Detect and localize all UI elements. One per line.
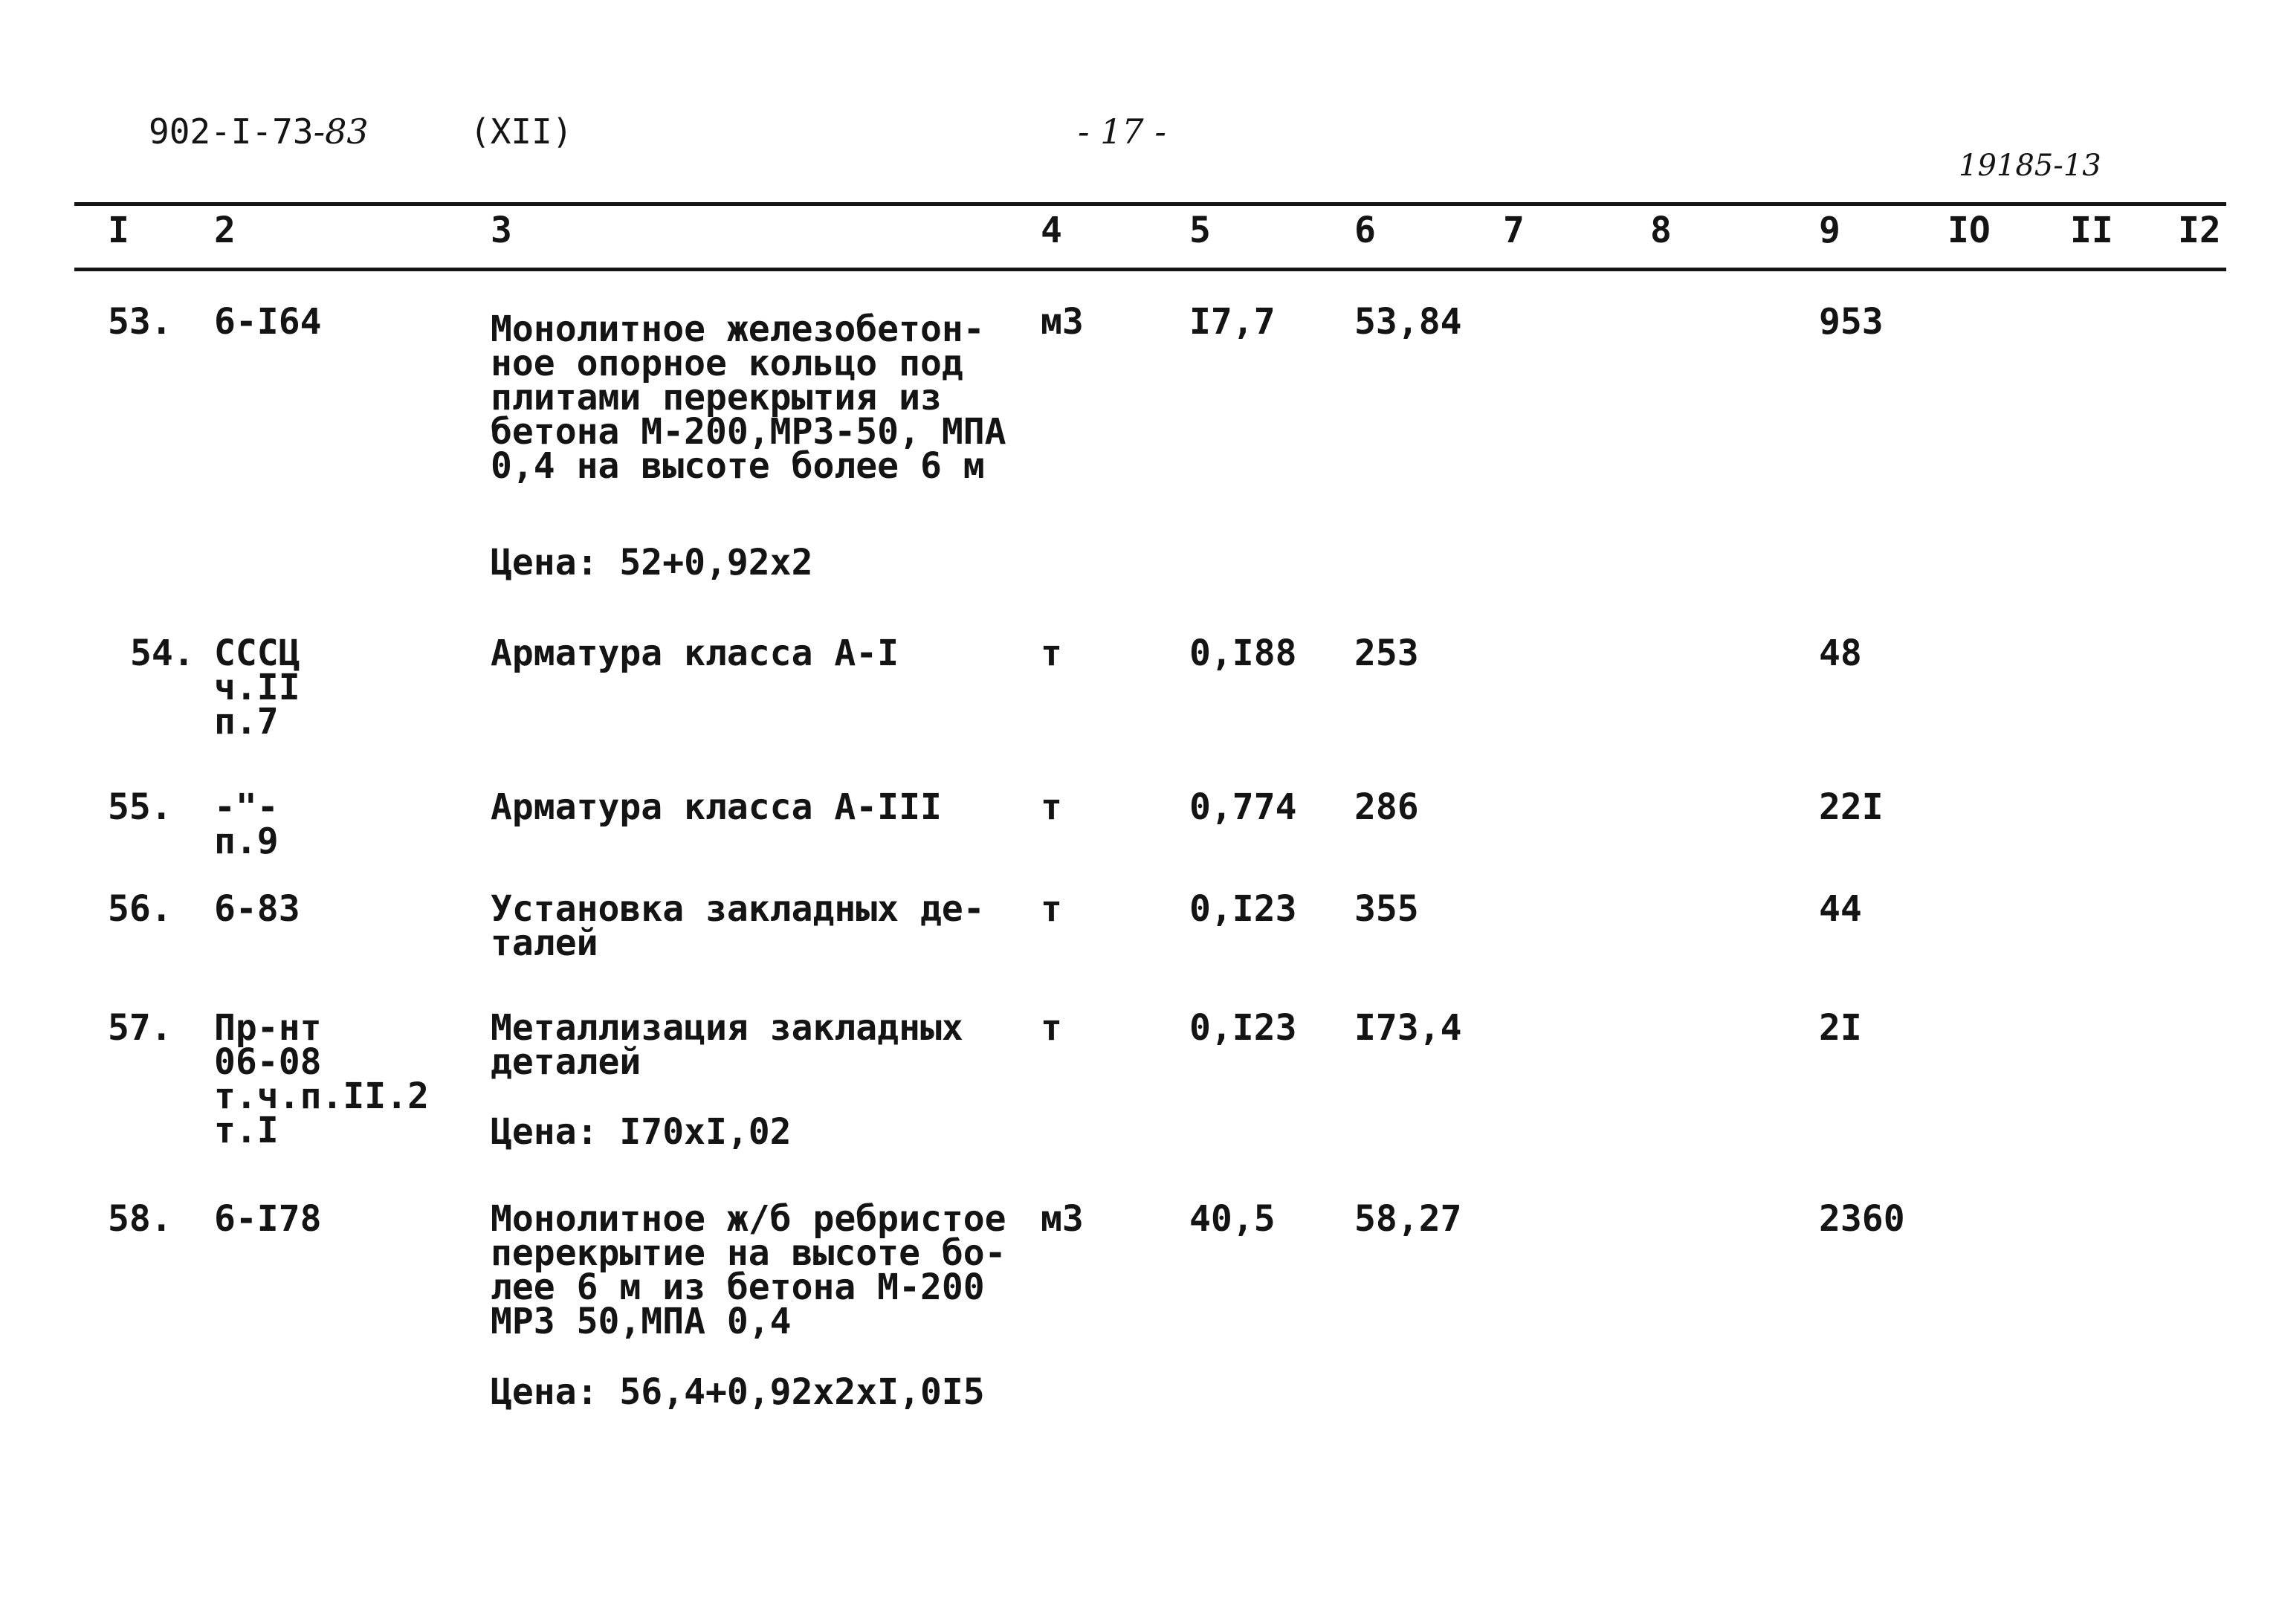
row-quantity: 0,774 — [1189, 786, 1297, 828]
row-description: Металлизация закладных деталей — [491, 1007, 963, 1083]
row-number: 53. — [108, 301, 172, 343]
row-code: 6-83 — [214, 888, 300, 930]
row-quantity: I7,7 — [1189, 301, 1276, 343]
row-total: 48 — [1819, 633, 1862, 674]
row-unit: т — [1041, 1007, 1062, 1049]
row-quantity: 40,5 — [1189, 1198, 1276, 1240]
row-code: СССЦ ч.II п.7 — [214, 633, 300, 743]
row-total: 2I — [1819, 1007, 1862, 1049]
row-number: 57. — [108, 1007, 172, 1049]
column-header-11: II — [2070, 210, 2113, 251]
section-label: (XII) — [470, 111, 573, 152]
row-code: 6-I64 — [214, 301, 322, 343]
column-header-6: 6 — [1354, 210, 1376, 251]
row-description: Арматура класса А-III — [491, 786, 942, 828]
row-unit: м3 — [1041, 1198, 1084, 1240]
row-code: Пр-нт 06-08 т.ч.п.II.2 т.I — [214, 1007, 429, 1151]
column-header-1: I — [108, 210, 129, 251]
row-number: 55. — [108, 786, 172, 828]
row-unit: т — [1041, 888, 1062, 930]
row-total: 2360 — [1819, 1198, 1905, 1240]
row-unit-price: 253 — [1354, 633, 1419, 674]
row-unit-price: 286 — [1354, 786, 1419, 828]
row-total: 22I — [1819, 786, 1884, 828]
row-description: Монолитное железобетон-ное опорное кольцо под плитами перекрытия из бетона М-200,МРЗ-50, МПА 0,4 на высоте более 6 м — [491, 308, 1006, 487]
row-number: 56. — [108, 888, 172, 930]
column-header-2: 2 — [214, 210, 236, 251]
column-header-7: 7 — [1503, 210, 1525, 251]
row-unit-price: 53,84 — [1354, 301, 1462, 343]
row-quantity: 0,I23 — [1189, 888, 1297, 930]
row-unit: м3 — [1041, 301, 1084, 343]
table-header-rule — [74, 268, 2226, 271]
column-header-12: I2 — [2178, 210, 2221, 251]
document-code-handwritten: -83 — [313, 111, 369, 152]
page-number: - 17 - — [1078, 111, 1166, 152]
row-unit-price: 355 — [1354, 888, 1419, 930]
document-code — [149, 111, 369, 152]
column-header-8: 8 — [1650, 210, 1672, 251]
row-price-note: Цена: 56,4+0,92х2хI,0I5 — [491, 1371, 985, 1413]
row-description: Монолитное ж/б ребристое перекрытие на высоте бо-лее 6 м из бетона М-200 МРЗ 50,МПА 0,4 — [491, 1198, 1006, 1342]
row-unit: т — [1041, 633, 1062, 674]
row-total: 953 — [1819, 301, 1884, 343]
row-number: 58. — [108, 1198, 172, 1240]
row-code: -"- п.9 — [214, 786, 279, 862]
column-header-3: 3 — [491, 210, 512, 251]
document-code-printed: 902-I-73 — [149, 111, 314, 152]
row-description: Установка закладных де-талей — [491, 888, 985, 964]
table-top-rule — [74, 202, 2226, 206]
row-total: 44 — [1819, 888, 1862, 930]
column-header-5: 5 — [1189, 210, 1211, 251]
row-number: 54. — [130, 633, 195, 674]
column-header-10: IO — [1948, 210, 1991, 251]
column-header-9: 9 — [1819, 210, 1840, 251]
row-price-note: Цена: I70хI,02 — [491, 1111, 792, 1153]
row-code: 6-I78 — [214, 1198, 322, 1240]
archive-stamp: 19185-13 — [1959, 149, 2101, 183]
row-price-note: Цена: 52+0,92х2 — [491, 542, 813, 583]
row-unit: т — [1041, 786, 1062, 828]
row-quantity: 0,I23 — [1189, 1007, 1297, 1049]
row-description: Арматура класса А-I — [491, 633, 899, 674]
column-header-4: 4 — [1041, 210, 1062, 251]
row-unit-price: I73,4 — [1354, 1007, 1462, 1049]
row-unit-price: 58,27 — [1354, 1198, 1462, 1240]
row-quantity: 0,I88 — [1189, 633, 1297, 674]
